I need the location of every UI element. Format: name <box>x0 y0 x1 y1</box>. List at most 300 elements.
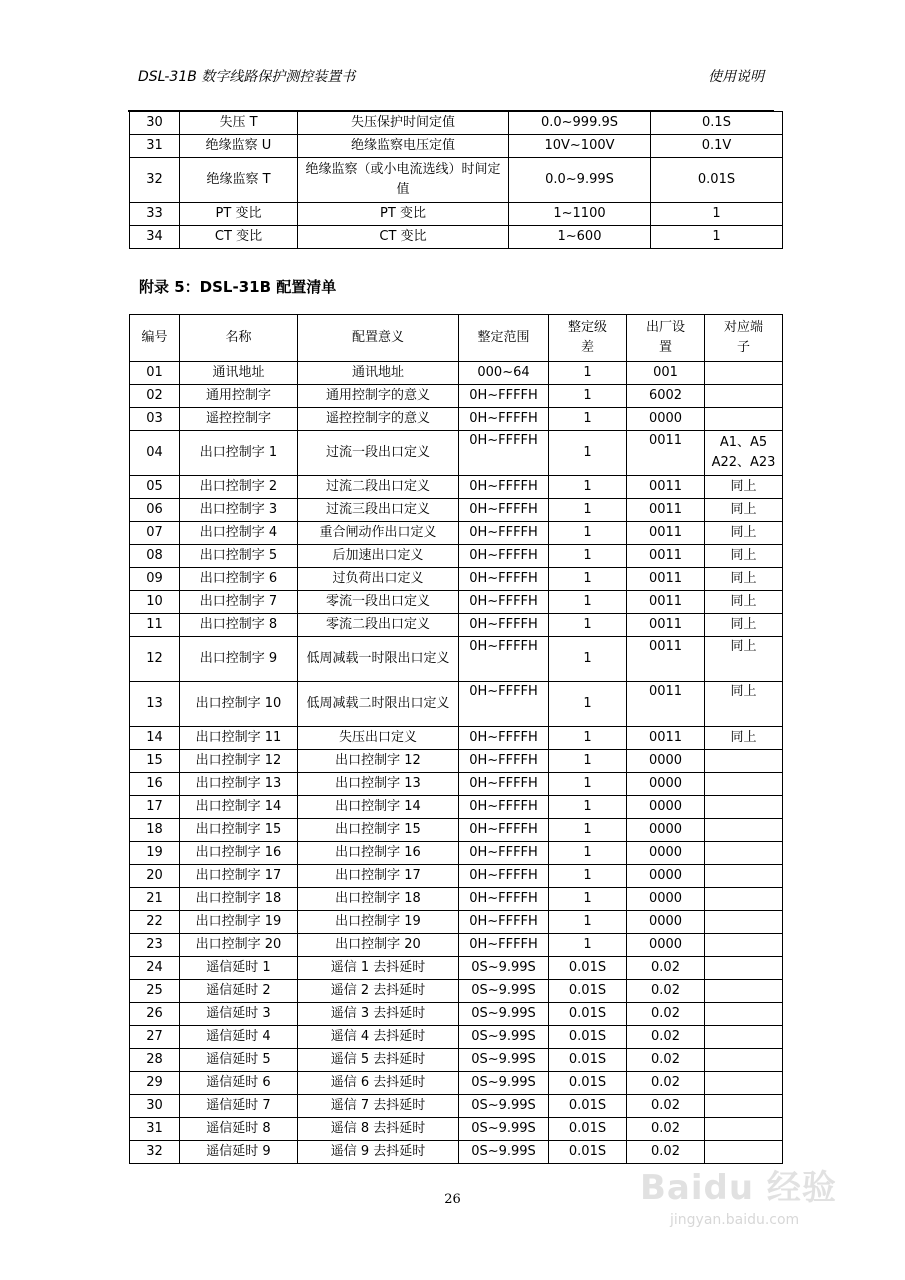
table2-cell: 失压出口定义 <box>298 727 459 750</box>
table2-row <box>130 934 783 957</box>
table2-row <box>130 499 783 522</box>
table2-row <box>130 682 783 727</box>
table2-cell <box>705 1118 783 1141</box>
table2-cell: 0H~FFFFH <box>459 499 549 522</box>
table2-cell: 0.01S <box>549 1003 627 1026</box>
table1-cell: 34 <box>130 226 180 249</box>
table2-cell: 出口控制字 11 <box>180 727 298 750</box>
table2-cell: 遥信 9 去抖延时 <box>298 1141 459 1164</box>
table2-cell: 出口控制字 8 <box>180 614 298 637</box>
table2-cell: 出口控制字 17 <box>180 865 298 888</box>
table2-cell: 0H~FFFFH <box>459 545 549 568</box>
table2-cell <box>705 957 783 980</box>
table2-cell: 同上 <box>705 727 783 750</box>
table2-cell: 1 <box>549 637 627 682</box>
table2-cell: 0H~FFFFH <box>459 476 549 499</box>
table2-cell: 26 <box>130 1003 180 1026</box>
table1-row <box>130 226 783 249</box>
table2-cell: 通用控制字的意义 <box>298 385 459 408</box>
table2-cell: 同上 <box>705 476 783 499</box>
table2-cell: 04 <box>130 431 180 476</box>
table2-cell: 通讯地址 <box>180 362 298 385</box>
table2-cell: 0.01S <box>549 1141 627 1164</box>
table2-cell: 同上 <box>705 614 783 637</box>
table2-cell: 遥信 7 去抖延时 <box>298 1095 459 1118</box>
table2-cell: 0.02 <box>627 1026 705 1049</box>
table2-cell: 0S~9.99S <box>459 957 549 980</box>
table2-cell: 0S~9.99S <box>459 1003 549 1026</box>
table2-row <box>130 362 783 385</box>
table2-cell: 出口控制字 1 <box>180 431 298 476</box>
table2-cell: 出口控制字 14 <box>180 796 298 819</box>
table2-cell: 出口控制字 3 <box>180 499 298 522</box>
table2-cell: 08 <box>130 545 180 568</box>
table2-cell: 零流一段出口定义 <box>298 591 459 614</box>
section-title: 附录 5：DSL-31B 配置清单 <box>139 278 337 296</box>
table2-row <box>130 1049 783 1072</box>
table2-cell <box>705 934 783 957</box>
table1-cell: 0.01S <box>651 158 783 203</box>
table2-header-cell: 对应端子 <box>705 315 783 362</box>
baidu-jingyan-watermark <box>640 1160 870 1250</box>
table1-cell: 1~1100 <box>509 203 651 226</box>
table2-cell: 10 <box>130 591 180 614</box>
table2-cell: 1 <box>549 431 627 476</box>
table2-cell: 0H~FFFFH <box>459 796 549 819</box>
table2-row <box>130 842 783 865</box>
table2-cell: 19 <box>130 842 180 865</box>
table2-cell <box>705 819 783 842</box>
table2-cell: 0H~FFFFH <box>459 727 549 750</box>
table1-cell: PT 变比 <box>298 203 509 226</box>
table1-cell: 33 <box>130 203 180 226</box>
table2-cell: 17 <box>130 796 180 819</box>
table2-cell: 0000 <box>627 750 705 773</box>
table2-cell: 同上 <box>705 682 783 727</box>
table2-cell: 32 <box>130 1141 180 1164</box>
table2-cell: 出口控制字 15 <box>180 819 298 842</box>
table2-cell: 0S~9.99S <box>459 980 549 1003</box>
table2-cell: 出口控制字 16 <box>298 842 459 865</box>
table2-cell: 过流一段出口定义 <box>298 431 459 476</box>
table1-cell: 0.0~999.9S <box>509 112 651 135</box>
table2-cell: 出口控制字 10 <box>180 682 298 727</box>
table2-cell: 遥信 6 去抖延时 <box>298 1072 459 1095</box>
table1-cell: CT 变比 <box>298 226 509 249</box>
table2-header-cell: 出厂设置 <box>627 315 705 362</box>
table2-row <box>130 431 783 476</box>
table2-cell: 1 <box>549 727 627 750</box>
table2-cell: 06 <box>130 499 180 522</box>
table2-cell: 0000 <box>627 934 705 957</box>
table1-cell: 0.0~9.99S <box>509 158 651 203</box>
table2-row <box>130 385 783 408</box>
table2-cell: 0S~9.99S <box>459 1095 549 1118</box>
table2-cell: 0.01S <box>549 1072 627 1095</box>
table2-cell: 出口控制字 18 <box>298 888 459 911</box>
table2-cell: 过流三段出口定义 <box>298 499 459 522</box>
table2-cell: 0S~9.99S <box>459 1141 549 1164</box>
table2-cell: 0.02 <box>627 1095 705 1118</box>
table2-cell: 同上 <box>705 591 783 614</box>
table2-cell: 出口控制字 17 <box>298 865 459 888</box>
table2-cell: 1 <box>549 682 627 727</box>
table2-cell: 遥控控制字的意义 <box>298 408 459 431</box>
table2-cell: 0000 <box>627 842 705 865</box>
table2-cell: 遥信延时 1 <box>180 957 298 980</box>
table2-cell: 通用控制字 <box>180 385 298 408</box>
table1-cell: 31 <box>130 135 180 158</box>
table2-cell: 0.01S <box>549 980 627 1003</box>
table2-cell: 1 <box>549 476 627 499</box>
table2-cell: 03 <box>130 408 180 431</box>
table2-cell: 出口控制字 15 <box>298 819 459 842</box>
table1-cell: 绝缘监察 T <box>180 158 298 203</box>
table2-cell <box>705 1072 783 1095</box>
table2-cell: 同上 <box>705 568 783 591</box>
table2-cell: 出口控制字 4 <box>180 522 298 545</box>
table2-cell <box>705 385 783 408</box>
table2-cell: 0.02 <box>627 1072 705 1095</box>
table2-cell: 0S~9.99S <box>459 1072 549 1095</box>
table2-cell: 12 <box>130 637 180 682</box>
table1-cell: 1 <box>651 203 783 226</box>
table2-row <box>130 888 783 911</box>
table2-cell: 0H~FFFFH <box>459 682 549 727</box>
watermark-logo: Baidu 经验 <box>640 1168 837 1208</box>
table2-row <box>130 637 783 682</box>
table2-header-cell: 配置意义 <box>298 315 459 362</box>
table2-cell: 0.01S <box>549 1118 627 1141</box>
table2-cell: 0H~FFFFH <box>459 911 549 934</box>
table2-cell: 1 <box>549 545 627 568</box>
table2-row <box>130 1118 783 1141</box>
table2-cell: 0S~9.99S <box>459 1026 549 1049</box>
table2-cell <box>705 796 783 819</box>
table1-cell: 绝缘监察 U <box>180 135 298 158</box>
table2-cell: 遥信延时 8 <box>180 1118 298 1141</box>
table2-cell: 0H~FFFFH <box>459 614 549 637</box>
table2-row <box>130 980 783 1003</box>
table2-cell <box>705 911 783 934</box>
table2-cell <box>705 888 783 911</box>
table1-cell: 绝缘监察电压定值 <box>298 135 509 158</box>
table2-cell: 20 <box>130 865 180 888</box>
table2-row <box>130 957 783 980</box>
table1-cell: 32 <box>130 158 180 203</box>
table2-row <box>130 750 783 773</box>
table2-cell: 同上 <box>705 522 783 545</box>
table2-cell: 14 <box>130 727 180 750</box>
table2-cell: 30 <box>130 1095 180 1118</box>
table2-cell: 0011 <box>627 431 705 476</box>
table2-cell: 13 <box>130 682 180 727</box>
table2-cell: 0H~FFFFH <box>459 408 549 431</box>
table2-cell: 1 <box>549 773 627 796</box>
table2-header-cell: 整定范围 <box>459 315 549 362</box>
table2-cell: 遥信延时 2 <box>180 980 298 1003</box>
table1-cell: 30 <box>130 112 180 135</box>
table2-cell: 1 <box>549 796 627 819</box>
table2-cell: 22 <box>130 911 180 934</box>
table2-cell: 0011 <box>627 614 705 637</box>
table2-cell: 遥信 2 去抖延时 <box>298 980 459 1003</box>
table2-row <box>130 1072 783 1095</box>
table2-cell: 01 <box>130 362 180 385</box>
table2-cell: 出口控制字 19 <box>180 911 298 934</box>
table2-cell: 0011 <box>627 637 705 682</box>
table2-cell: 同上 <box>705 637 783 682</box>
table2-row <box>130 476 783 499</box>
table2-cell: 1 <box>549 568 627 591</box>
table2-cell: 低周减载二时限出口定义 <box>298 682 459 727</box>
table2-cell: 000~64 <box>459 362 549 385</box>
table2-cell: 遥控控制字 <box>180 408 298 431</box>
table2-cell: 1 <box>549 888 627 911</box>
table2-cell <box>705 1095 783 1118</box>
table2-cell: A1、A5 A22、A23 <box>705 431 783 476</box>
table2-cell: 0011 <box>627 591 705 614</box>
table2-cell: 0H~FFFFH <box>459 568 549 591</box>
table2-cell: 0H~FFFFH <box>459 842 549 865</box>
table2-row <box>130 1003 783 1026</box>
table2-cell: 出口控制字 6 <box>180 568 298 591</box>
table1-row <box>130 203 783 226</box>
table2-cell: 出口控制字 20 <box>180 934 298 957</box>
table2-cell: 0000 <box>627 408 705 431</box>
table2-cell <box>705 773 783 796</box>
table2-cell: 0.01S <box>549 1049 627 1072</box>
table2-cell: 0011 <box>627 545 705 568</box>
table2-cell <box>705 408 783 431</box>
table2-cell: 出口控制字 16 <box>180 842 298 865</box>
table1-cell: 失压保护时间定值 <box>298 112 509 135</box>
table2-row <box>130 522 783 545</box>
table2-cell <box>705 1049 783 1072</box>
table2-cell: 出口控制字 13 <box>298 773 459 796</box>
table2-cell: 001 <box>627 362 705 385</box>
table2-header-cell: 名称 <box>180 315 298 362</box>
table1-cell: 失压 T <box>180 112 298 135</box>
table2-cell: 27 <box>130 1026 180 1049</box>
table2-cell: 过负荷出口定义 <box>298 568 459 591</box>
table1-row <box>130 112 783 135</box>
table2-cell: 出口控制字 18 <box>180 888 298 911</box>
table2-cell: 0000 <box>627 796 705 819</box>
table2-cell: 遥信 3 去抖延时 <box>298 1003 459 1026</box>
table2-cell: 遥信延时 3 <box>180 1003 298 1026</box>
table2-cell: 0000 <box>627 888 705 911</box>
table2-cell: 通讯地址 <box>298 362 459 385</box>
settings-table-continued <box>129 111 783 249</box>
table1-cell: 0.1S <box>651 112 783 135</box>
table2-cell: 23 <box>130 934 180 957</box>
table2-cell: 1 <box>549 408 627 431</box>
table2-row <box>130 614 783 637</box>
table2-cell: 6002 <box>627 385 705 408</box>
table1-cell: CT 变比 <box>180 226 298 249</box>
table2-cell: 遥信 8 去抖延时 <box>298 1118 459 1141</box>
table2-row <box>130 568 783 591</box>
table2-cell: 09 <box>130 568 180 591</box>
table2-cell <box>705 362 783 385</box>
table2-cell: 0011 <box>627 476 705 499</box>
table2-cell: 0.02 <box>627 1141 705 1164</box>
table2-cell <box>705 750 783 773</box>
table2-cell: 0011 <box>627 727 705 750</box>
table2-cell <box>705 865 783 888</box>
table2-cell: 出口控制字 12 <box>180 750 298 773</box>
table2-cell: 0H~FFFFH <box>459 431 549 476</box>
table2-cell: 同上 <box>705 499 783 522</box>
table2-row <box>130 545 783 568</box>
table2-cell: 遥信 1 去抖延时 <box>298 957 459 980</box>
table2-cell: 出口控制字 9 <box>180 637 298 682</box>
table1-row <box>130 158 783 203</box>
table2-cell: 11 <box>130 614 180 637</box>
table2-cell: 0.01S <box>549 1095 627 1118</box>
table2-cell: 出口控制字 12 <box>298 750 459 773</box>
document-header-left: DSL-31B 数字线路保护测控装置书 <box>138 69 356 85</box>
table2-cell: 0H~FFFFH <box>459 819 549 842</box>
table2-cell: 02 <box>130 385 180 408</box>
table2-cell: 15 <box>130 750 180 773</box>
table2-cell: 31 <box>130 1118 180 1141</box>
table2-cell: 18 <box>130 819 180 842</box>
table2-cell: 出口控制字 7 <box>180 591 298 614</box>
table2-cell: 遥信 4 去抖延时 <box>298 1026 459 1049</box>
table2-row <box>130 1026 783 1049</box>
table2-row <box>130 773 783 796</box>
watermark-url: jingyan.baidu.com <box>670 1212 800 1228</box>
table2-row <box>130 1095 783 1118</box>
table2-row <box>130 911 783 934</box>
table1-cell: PT 变比 <box>180 203 298 226</box>
table2-cell: 1 <box>549 865 627 888</box>
table2-cell: 出口控制字 2 <box>180 476 298 499</box>
table2-cell: 0H~FFFFH <box>459 773 549 796</box>
table2-cell: 0.02 <box>627 1118 705 1141</box>
table2-cell: 0H~FFFFH <box>459 888 549 911</box>
table2-cell: 同上 <box>705 545 783 568</box>
table2-cell: 1 <box>549 362 627 385</box>
table2-cell: 低周减载一时限出口定义 <box>298 637 459 682</box>
table2-row <box>130 865 783 888</box>
table2-cell: 07 <box>130 522 180 545</box>
document-header-right: 使用说明 <box>708 69 764 85</box>
table2-row <box>130 408 783 431</box>
table2-cell: 21 <box>130 888 180 911</box>
table2-cell: 29 <box>130 1072 180 1095</box>
table2-cell: 0H~FFFFH <box>459 934 549 957</box>
table2-cell: 0S~9.99S <box>459 1118 549 1141</box>
table2-cell: 0000 <box>627 819 705 842</box>
table2-cell: 1 <box>549 385 627 408</box>
table2-cell: 出口控制字 14 <box>298 796 459 819</box>
table2-header-row <box>130 315 783 362</box>
table2-cell: 过流二段出口定义 <box>298 476 459 499</box>
table1-cell: 绝缘监察（或小电流选线）时间定值 <box>298 158 509 203</box>
table2-cell <box>705 842 783 865</box>
table1-cell: 10V~100V <box>509 135 651 158</box>
table2-cell: 24 <box>130 957 180 980</box>
table2-cell: 出口控制字 13 <box>180 773 298 796</box>
table2-cell: 遥信 5 去抖延时 <box>298 1049 459 1072</box>
table2-cell: 0.01S <box>549 1026 627 1049</box>
table2-cell <box>705 1026 783 1049</box>
table2-cell: 遥信延时 9 <box>180 1141 298 1164</box>
table1-cell: 1 <box>651 226 783 249</box>
table2-row <box>130 591 783 614</box>
table2-cell: 出口控制字 5 <box>180 545 298 568</box>
table2-cell: 重合闸动作出口定义 <box>298 522 459 545</box>
table2-cell: 出口控制字 19 <box>298 911 459 934</box>
table2-cell: 0H~FFFFH <box>459 522 549 545</box>
table2-cell: 1 <box>549 819 627 842</box>
table2-cell: 0H~FFFFH <box>459 591 549 614</box>
table2-cell: 0.02 <box>627 1049 705 1072</box>
config-list-table <box>129 314 783 1164</box>
table2-cell: 1 <box>549 499 627 522</box>
table2-cell: 0.02 <box>627 980 705 1003</box>
table2-cell: 05 <box>130 476 180 499</box>
table2-cell: 0011 <box>627 499 705 522</box>
table2-cell: 0000 <box>627 865 705 888</box>
table2-cell: 后加速出口定义 <box>298 545 459 568</box>
table2-cell: 0011 <box>627 522 705 545</box>
table2-cell <box>705 1003 783 1026</box>
table2-cell: 1 <box>549 591 627 614</box>
table2-cell: 遥信延时 7 <box>180 1095 298 1118</box>
table2-row <box>130 727 783 750</box>
table2-cell: 16 <box>130 773 180 796</box>
table2-cell: 1 <box>549 522 627 545</box>
table2-cell: 0011 <box>627 568 705 591</box>
table1-cell: 0.1V <box>651 135 783 158</box>
table2-cell: 出口控制字 20 <box>298 934 459 957</box>
table2-cell: 28 <box>130 1049 180 1072</box>
table2-cell <box>705 980 783 1003</box>
table1-row <box>130 135 783 158</box>
table2-cell: 25 <box>130 980 180 1003</box>
table2-cell: 0S~9.99S <box>459 1049 549 1072</box>
page-number: 26 <box>444 1192 461 1207</box>
table2-cell: 0.02 <box>627 957 705 980</box>
table2-cell: 1 <box>549 911 627 934</box>
table2-cell: 遥信延时 6 <box>180 1072 298 1095</box>
table2-cell: 0H~FFFFH <box>459 865 549 888</box>
table2-cell: 0.02 <box>627 1003 705 1026</box>
table2-cell: 1 <box>549 934 627 957</box>
table2-cell: 1 <box>549 614 627 637</box>
table2-cell: 0000 <box>627 911 705 934</box>
table2-cell: 0H~FFFFH <box>459 637 549 682</box>
table2-cell: 1 <box>549 842 627 865</box>
table2-row <box>130 796 783 819</box>
table2-cell: 0H~FFFFH <box>459 385 549 408</box>
table2-header-cell: 整定级差 <box>549 315 627 362</box>
table2-cell: 遥信延时 5 <box>180 1049 298 1072</box>
table2-cell: 遥信延时 4 <box>180 1026 298 1049</box>
table2-cell: 0.01S <box>549 957 627 980</box>
table2-row <box>130 819 783 842</box>
table2-header-cell: 编号 <box>130 315 180 362</box>
table1-cell: 1~600 <box>509 226 651 249</box>
table2-cell: 0011 <box>627 682 705 727</box>
table2-cell: 0H~FFFFH <box>459 750 549 773</box>
table2-cell: 零流二段出口定义 <box>298 614 459 637</box>
table2-cell: 0000 <box>627 773 705 796</box>
